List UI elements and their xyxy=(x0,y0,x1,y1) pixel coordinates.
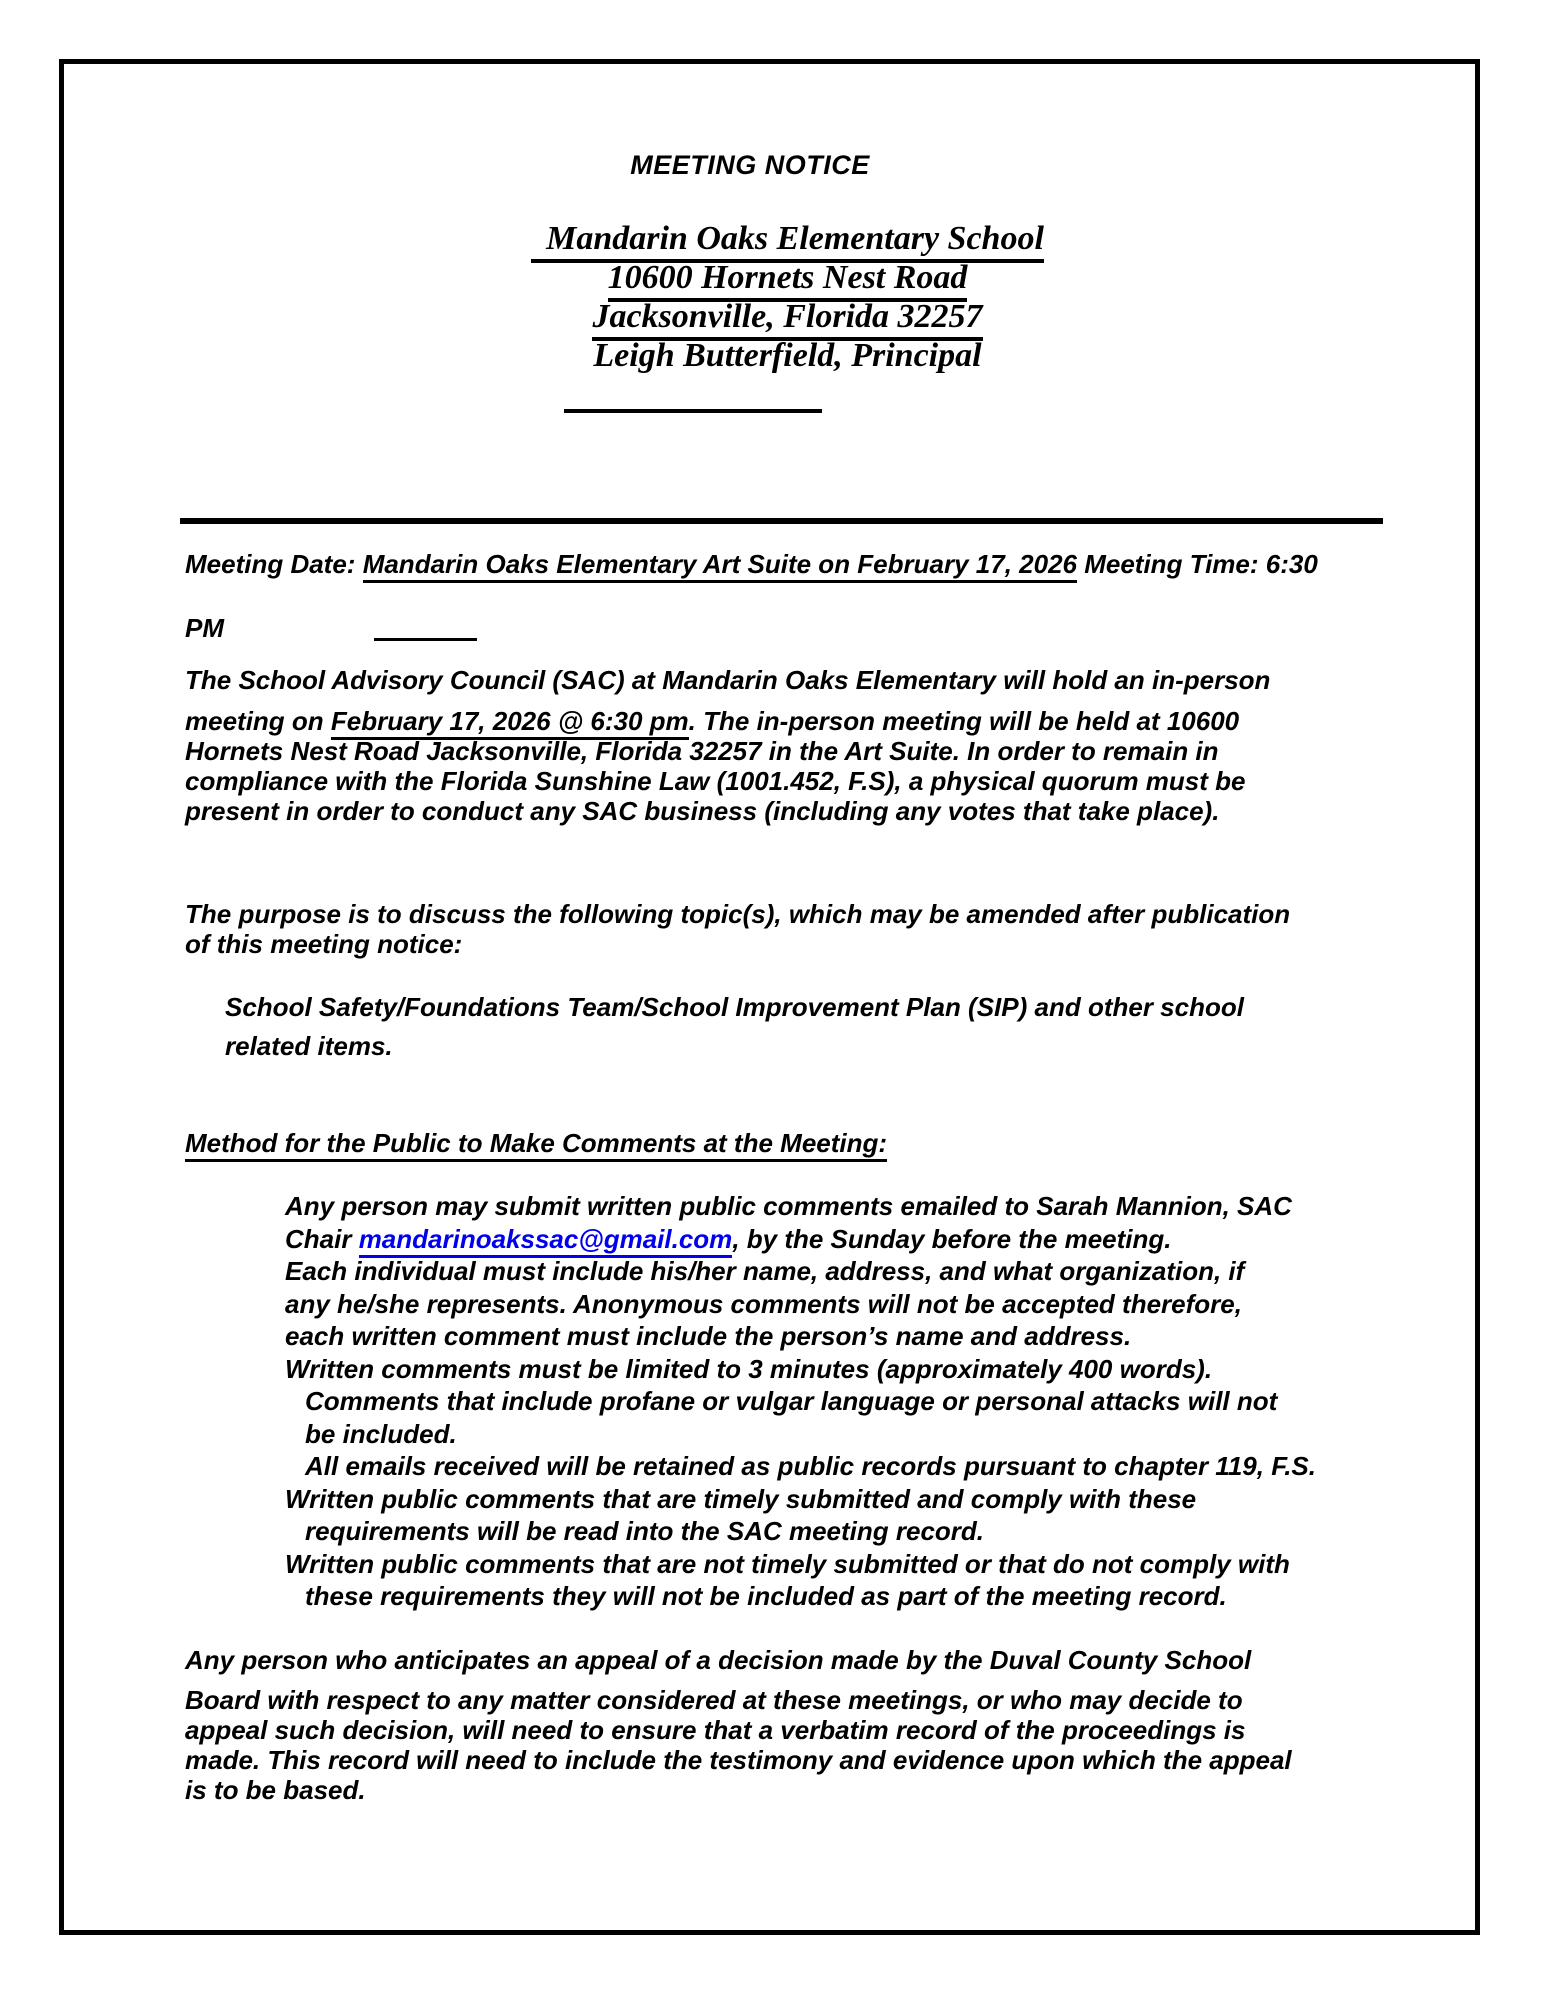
comments-line: Each individual must include his/her name, address, and what organization, if xyxy=(285,1256,1245,1286)
meeting-date-line xyxy=(185,549,1318,579)
principal-name: Leigh Butterfield, Principal xyxy=(593,337,982,374)
text-segment: . The in-person meeting will be held at 10600 xyxy=(688,706,1240,736)
paragraph-line: made. This record will need to include the testimony and evidence upon which the appeal xyxy=(185,1745,1292,1775)
comments-line: Written public comments that are timely submitted and comply with these xyxy=(285,1483,1197,1514)
school-header xyxy=(185,219,1390,375)
comments-line: All emails received will be retained as public records pursuant to chapter 119, F.S. xyxy=(305,1451,1316,1481)
section-divider-rule xyxy=(180,518,1383,524)
topic-line: School Safety/Foundations Team/School Improvement Plan (SIP) and other school xyxy=(225,992,1244,1022)
document-title: MEETING NOTICE xyxy=(630,150,870,180)
public-comments-heading-text: Method for the Public to Make Comments at the Meeting: xyxy=(185,1128,887,1162)
comments-line: Written public comments that are not timely submitted or that do not comply with xyxy=(285,1548,1290,1579)
text-segment: meeting on xyxy=(185,706,331,736)
meeting-date-label: Meeting Date: xyxy=(185,549,363,579)
paragraph-line xyxy=(185,706,1270,736)
purpose-paragraph xyxy=(185,899,1290,959)
comments-line: each written comment must include the person’s name and address. xyxy=(285,1321,1132,1351)
paragraph-line: Any person who anticipates an appeal of a decision made by the Duval County School xyxy=(185,1645,1252,1675)
paragraph-line: compliance with the Florida Sunshine Law (1001.452, F.S), a physical quorum must be xyxy=(185,766,1246,796)
school-city-line xyxy=(185,297,1390,336)
appeal-paragraph xyxy=(185,1645,1292,1805)
paragraph-line: present in order to conduct any SAC business (including any votes that take place). xyxy=(185,796,1220,826)
blank-underline xyxy=(374,637,477,641)
school-name-line xyxy=(185,219,1390,258)
paragraph-line: Board with respect to any matter considered at these meetings, or who may decide to xyxy=(185,1685,1243,1715)
paragraph-line: of this meeting notice: xyxy=(185,929,463,959)
comments-line: be included. xyxy=(305,1418,457,1449)
school-name: Mandarin Oaks Elementary School xyxy=(531,220,1044,263)
sunshine-law-paragraph xyxy=(185,665,1270,826)
header-divider-line xyxy=(564,409,822,413)
paragraph-line: The purpose is to discuss the following topic(s), which may be amended after publication xyxy=(185,899,1291,929)
comments-line: any he/she represents. Anonymous comments will not be accepted therefore, xyxy=(285,1288,1242,1319)
meeting-location-date: Mandarin Oaks Elementary Art Suite on February 17, 2026 xyxy=(363,549,1077,583)
paragraph-line: is to be based. xyxy=(185,1775,366,1805)
meeting-time-meridiem: PM xyxy=(185,613,224,643)
meeting-date-block xyxy=(185,549,1318,643)
meeting-time-label: Meeting Time: 6:30 xyxy=(1077,549,1318,579)
paragraph-line: appeal such decision, will need to ensure that a verbatim record of the proceedings is xyxy=(185,1715,1246,1745)
comments-line: these requirements they will not be included as part of the meeting record. xyxy=(305,1581,1227,1611)
public-comments-block xyxy=(285,1190,1316,1613)
comments-line: Comments that include profane or vulgar language or personal attacks will not xyxy=(305,1386,1278,1416)
paragraph-line: Hornets Nest Road Jacksonville, Florida 32257 in the Art Suite. In order to remain in xyxy=(185,736,1219,766)
school-city-state-zip: Jacksonville, Florida 32257 xyxy=(592,298,982,341)
text-segment: , by the Sunday before the meeting. xyxy=(732,1223,1172,1254)
comments-line: requirements will be read into the SAC meeting record. xyxy=(305,1516,985,1546)
principal-line xyxy=(185,336,1390,375)
school-address-line xyxy=(185,258,1390,297)
topic-item xyxy=(225,992,1244,1061)
paragraph-line: The School Advisory Council (SAC) at Mandarin Oaks Elementary will hold an in-person xyxy=(185,665,1271,695)
email-link[interactable]: mandarinoakssac@gmail.com xyxy=(359,1224,733,1258)
meeting-time-meridiem-line xyxy=(185,613,1318,643)
topic-line: related items. xyxy=(225,1031,393,1061)
comments-line: Written comments must be limited to 3 minutes (approximately 400 words). xyxy=(285,1353,1213,1384)
school-address: 10600 Hornets Nest Road xyxy=(608,259,968,302)
meeting-datetime-underlined: February 17, 2026 @ 6:30 pm xyxy=(331,706,689,740)
public-comments-heading xyxy=(185,1128,887,1159)
comments-line xyxy=(285,1223,1316,1256)
comments-line: Any person may submit written public comments emailed to Sarah Mannion, SAC xyxy=(285,1191,1292,1221)
text-segment: Chair xyxy=(285,1223,359,1254)
